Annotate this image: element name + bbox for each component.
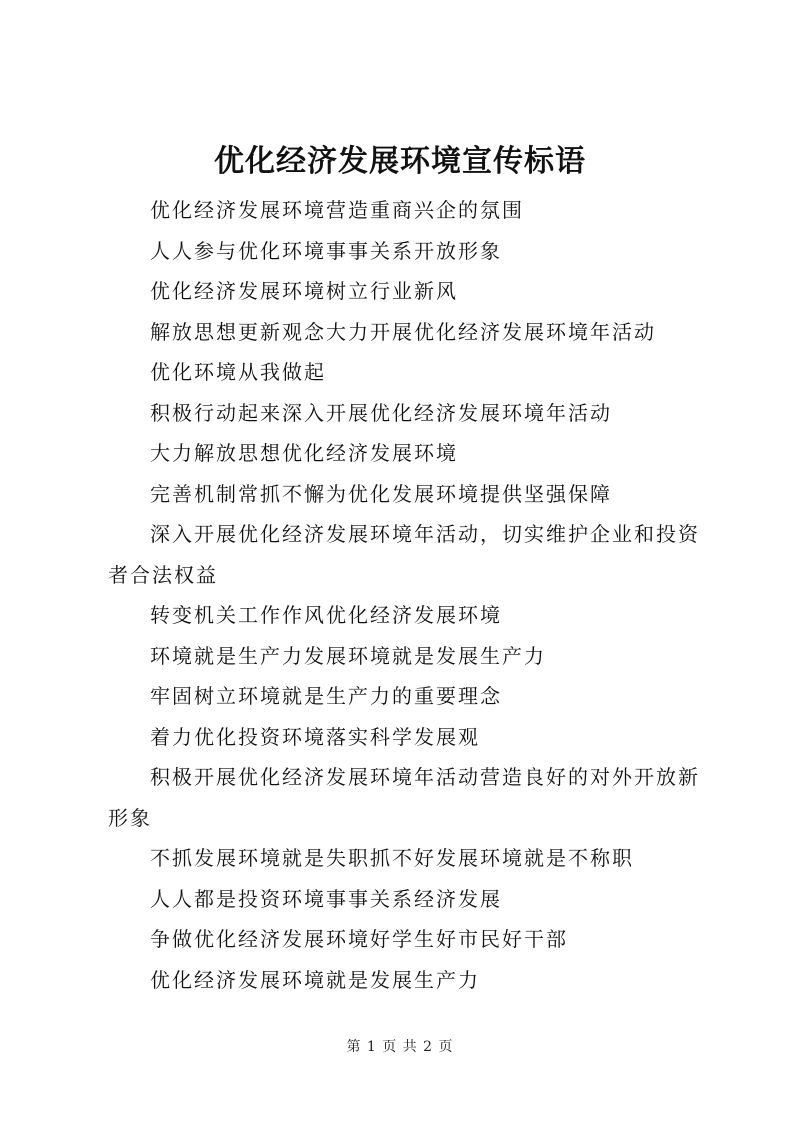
slogan-paragraph: 争做优化经济发展环境好学生好市民好干部 bbox=[150, 927, 568, 951]
slogan-paragraph: 深入开展优化经济发展环境年活动，切实维护企业和投资者合法权益 bbox=[108, 522, 700, 587]
slogan-paragraph: 优化环境从我做起 bbox=[150, 360, 326, 384]
slogan-paragraph: 积极行动起来深入开展优化经济发展环境年活动 bbox=[150, 400, 612, 425]
slogan-paragraph: 牢固树立环境就是生产力的重要理念 bbox=[150, 684, 502, 708]
document-body bbox=[108, 190, 700, 1000]
slogan-paragraph: 大力解放思想优化经济发展环境 bbox=[150, 441, 458, 465]
slogan-paragraph: 优化经济发展环境树立行业新风 bbox=[150, 279, 458, 303]
slogan-paragraph: 转变机关工作作风优化经济发展环境 bbox=[150, 603, 502, 627]
slogan-paragraph: 环境就是生产力发展环境就是发展生产力 bbox=[150, 643, 546, 668]
slogan-paragraph: 不抓发展环境就是失职抓不好发展环境就是不称职 bbox=[150, 846, 634, 870]
slogan-paragraph: 积极开展优化经济发展环境年活动营造良好的对外开放新形象 bbox=[108, 765, 700, 830]
slogan-paragraph: 优化经济发展环境营造重商兴企的氛围 bbox=[150, 198, 524, 222]
document-title: 优化经济发展环境宣传标语 bbox=[214, 144, 586, 179]
slogan-paragraph: 解放思想更新观念大力开展优化经济发展环境年活动 bbox=[150, 319, 656, 344]
slogan-paragraph: 着力优化投资环境落实科学发展观 bbox=[150, 724, 480, 749]
slogan-paragraph: 人人都是投资环境事事关系经济发展 bbox=[150, 886, 502, 911]
page-number-footer: 第 1 页 共 2 页 bbox=[346, 1039, 454, 1055]
slogan-paragraph: 优化经济发展环境就是发展生产力 bbox=[150, 967, 480, 992]
slogan-paragraph: 完善机制常抓不懈为优化发展环境提供坚强保障 bbox=[150, 481, 612, 506]
slogan-paragraph: 人人参与优化环境事事关系开放形象 bbox=[150, 238, 502, 263]
